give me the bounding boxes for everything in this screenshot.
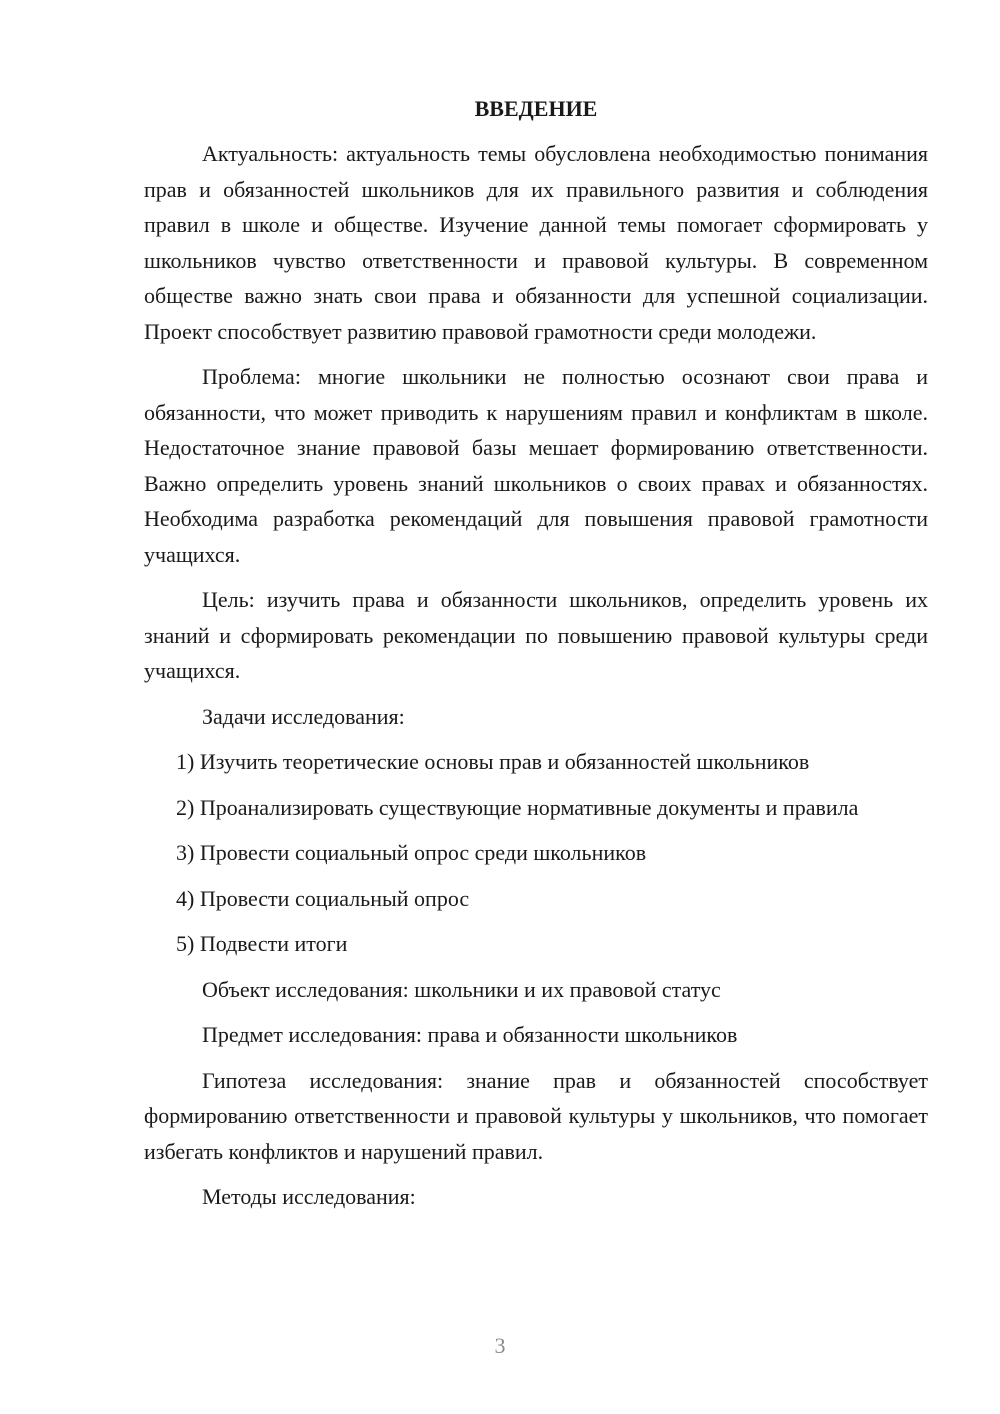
goal-paragraph: Цель: изучить права и обязанности школьников, определить уровень их знаний и сформировать рекомендации по повышению правовой культуры среди учащихся.	[144, 587, 928, 683]
hypothesis-paragraph: Гипотеза исследования: знание прав и обязанностей способствует формированию ответственности и правовой культуры у школьников, что помогает избегать конфликтов и нарушений правил.	[144, 1067, 928, 1164]
relevance-paragraph: Актуальность: актуальность темы обусловлена необходимостью понимания прав и обязанностей школьников для их правильного развития и соблюдения правил в школе и обществе. Изучение данной темы помогает сформировать у школьников чувство ответственности и правовой культуры. В современном обществе важно знать свои права и обязанности для успешной социализации. Проект способствует развитию правовой грамотности среди молодежи.	[144, 141, 928, 344]
task-item: 5) Подвести итоги	[176, 931, 348, 956]
subject-paragraph: Предмет исследования: права и обязанности школьников	[202, 1022, 738, 1047]
task-item: 4) Провести социальный опрос	[176, 885, 470, 911]
task-item: 3) Провести социальный опрос среди школьников	[176, 840, 647, 865]
object-paragraph: Объект исследования: школьники и их правовой статус	[202, 976, 721, 1002]
methods-heading: Методы исследования:	[202, 1184, 416, 1209]
section-title: ВВЕДЕНИЕ	[474, 96, 598, 121]
task-item: 2) Проанализировать существующие нормативные документы и правила	[176, 794, 859, 820]
problem-paragraph: Проблема: многие школьники не полностью осознают свои права и обязанности, что может приводить к нарушениям правил и конфликтам в школе. Недостаточное знание правовой базы мешает формированию ответственности. Важно определить уровень знаний школьников о своих правах и обязанностях. Необходима разработка рекомендаций для повышения правовой грамотности учащихся.	[144, 364, 928, 567]
page-content	[144, 94, 928, 1225]
tasks-heading: Задачи исследования:	[202, 703, 405, 729]
page-number: 3	[494, 1333, 506, 1358]
task-item: 1) Изучить теоретические основы прав и обязанностей школьников	[176, 749, 810, 774]
